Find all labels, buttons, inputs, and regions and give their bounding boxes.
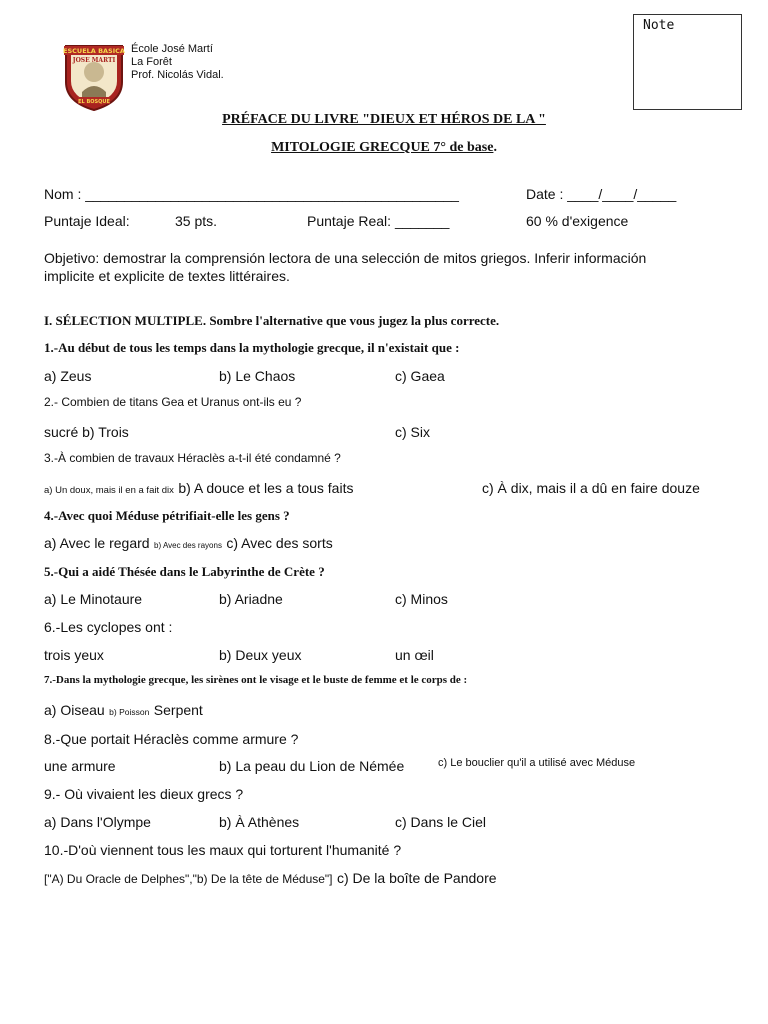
q8-option-c[interactable]: c) Le bouclier qu'il a utilisé avec Méduse: [438, 757, 636, 769]
q7-option-b[interactable]: b) Poisson: [109, 707, 150, 717]
section-title: I. SÉLECTION MULTIPLE. Sombre l'alternative que vous jugez la plus correcte.: [44, 313, 500, 328]
q4-option-b[interactable]: b) Avec des rayons: [154, 541, 222, 550]
school-teacher: Prof. Nicolás Vidal.: [131, 69, 224, 81]
q9-option-c[interactable]: c) Dans le Ciel: [395, 814, 487, 830]
question-10: 10.-D'où viennent tous les maux qui torturent l'humanité ?: [44, 842, 402, 858]
doc-title-line2: [0, 140, 768, 156]
svg-text:JOSE MARTI: JOSE MARTI: [72, 57, 116, 64]
school-place: La Forêt: [131, 56, 172, 68]
q5-option-c[interactable]: c) Minos: [395, 591, 448, 607]
question-4: 4.-Avec quoi Méduse pétrifiait-elle les gens ?: [44, 508, 290, 523]
doc-title-line2-dot: .: [493, 140, 497, 155]
question-5: 5.-Qui a aidé Thésée dans le Labyrinthe de Crète ?: [44, 564, 325, 579]
q8-option-b[interactable]: b) La peau du Lion de Némée: [219, 758, 405, 774]
q7-option-c[interactable]: Serpent: [153, 702, 203, 718]
real-score-label[interactable]: Puntaje Real: _______: [307, 213, 450, 229]
objective-line1: Objetivo: demostrar la comprensión lectora de una selección de mitos griegos. Inferir información: [44, 250, 647, 266]
q2-option-c[interactable]: c) Six: [395, 424, 430, 440]
q6-option-b[interactable]: b) Deux yeux: [219, 647, 302, 663]
q4-option-c[interactable]: c) Avec des sorts: [226, 535, 333, 551]
q5-option-b[interactable]: b) Ariadne: [219, 591, 283, 607]
ideal-score-value: 35 pts.: [175, 213, 218, 229]
date-field-label[interactable]: Date : ____/____/_____: [526, 186, 677, 202]
q4-option-a[interactable]: a) Avec le regard: [44, 535, 150, 551]
q3-option-a[interactable]: a) Un doux, mais il en a fait dix: [44, 485, 174, 496]
q6-option-a[interactable]: trois yeux: [44, 647, 104, 663]
q10-options: [44, 870, 497, 888]
ideal-score-label: Puntaje Ideal:: [44, 213, 130, 229]
question-6: 6.-Les cyclopes ont :: [44, 619, 173, 635]
doc-title-line2-main: MITOLOGIE GRECQUE 7° de base: [271, 140, 494, 155]
school-name: École José Martí: [131, 43, 213, 55]
q7-option-a[interactable]: a) Oiseau: [44, 702, 105, 718]
name-field-label[interactable]: Nom : ________________________________________________: [44, 186, 459, 202]
q10-option-c[interactable]: c) De la boîte de Pandore: [336, 870, 497, 886]
q4-options: [44, 535, 333, 553]
q1-option-c[interactable]: c) Gaea: [395, 368, 445, 384]
q10-option-ab[interactable]: ["A) Du Oracle de Delphes","b) De la tête de Méduse"]: [44, 872, 333, 886]
question-3: 3.-À combien de travaux Héraclès a-t-il été condamné ?: [44, 451, 341, 465]
q1-option-b[interactable]: b) Le Chaos: [219, 368, 296, 384]
q2-option-ab[interactable]: sucré b) Trois: [44, 424, 129, 440]
q3-option-c[interactable]: c) À dix, mais il a dû en faire douze: [482, 480, 700, 496]
school-logo: [60, 42, 128, 112]
note-label: Note: [643, 18, 675, 33]
question-7: 7.-Dans la mythologie grecque, les sirènes ont le visage et le buste de femme et le corps de :: [44, 674, 468, 686]
q6-option-c[interactable]: un œil: [395, 647, 434, 663]
question-2: 2.- Combien de titans Gea et Uranus ont-ils eu ?: [44, 395, 302, 409]
q5-option-a[interactable]: a) Le Minotaure: [44, 591, 143, 607]
objective-line2: implicite et explicite de textes littéraires.: [44, 268, 290, 284]
exigence-label: 60 % d'exigence: [526, 213, 629, 229]
q1-option-a[interactable]: a) Zeus: [44, 368, 92, 384]
question-9: 9.- Où vivaient les dieux grecs ?: [44, 786, 244, 802]
svg-text:EL BOSQUE: EL BOSQUE: [78, 99, 110, 105]
q7-options: [44, 702, 203, 720]
q3-option-b[interactable]: b) A douce et les a tous faits: [178, 480, 354, 496]
question-8: 8.-Que portait Héraclès comme armure ?: [44, 731, 299, 747]
doc-title-line1: PRÉFACE DU LIVRE "DIEUX ET HÉROS DE LA ": [222, 112, 546, 127]
svg-text:ESCUELA BASICA: ESCUELA BASICA: [63, 47, 125, 55]
q8-option-a[interactable]: une armure: [44, 758, 116, 774]
question-1: 1.-Au début de tous les temps dans la mythologie grecque, il n'existait que :: [44, 340, 460, 355]
q9-option-b[interactable]: b) À Athènes: [219, 814, 300, 830]
q9-option-a[interactable]: a) Dans l'Olympe: [44, 814, 151, 830]
q3-options-ab: [44, 480, 353, 498]
